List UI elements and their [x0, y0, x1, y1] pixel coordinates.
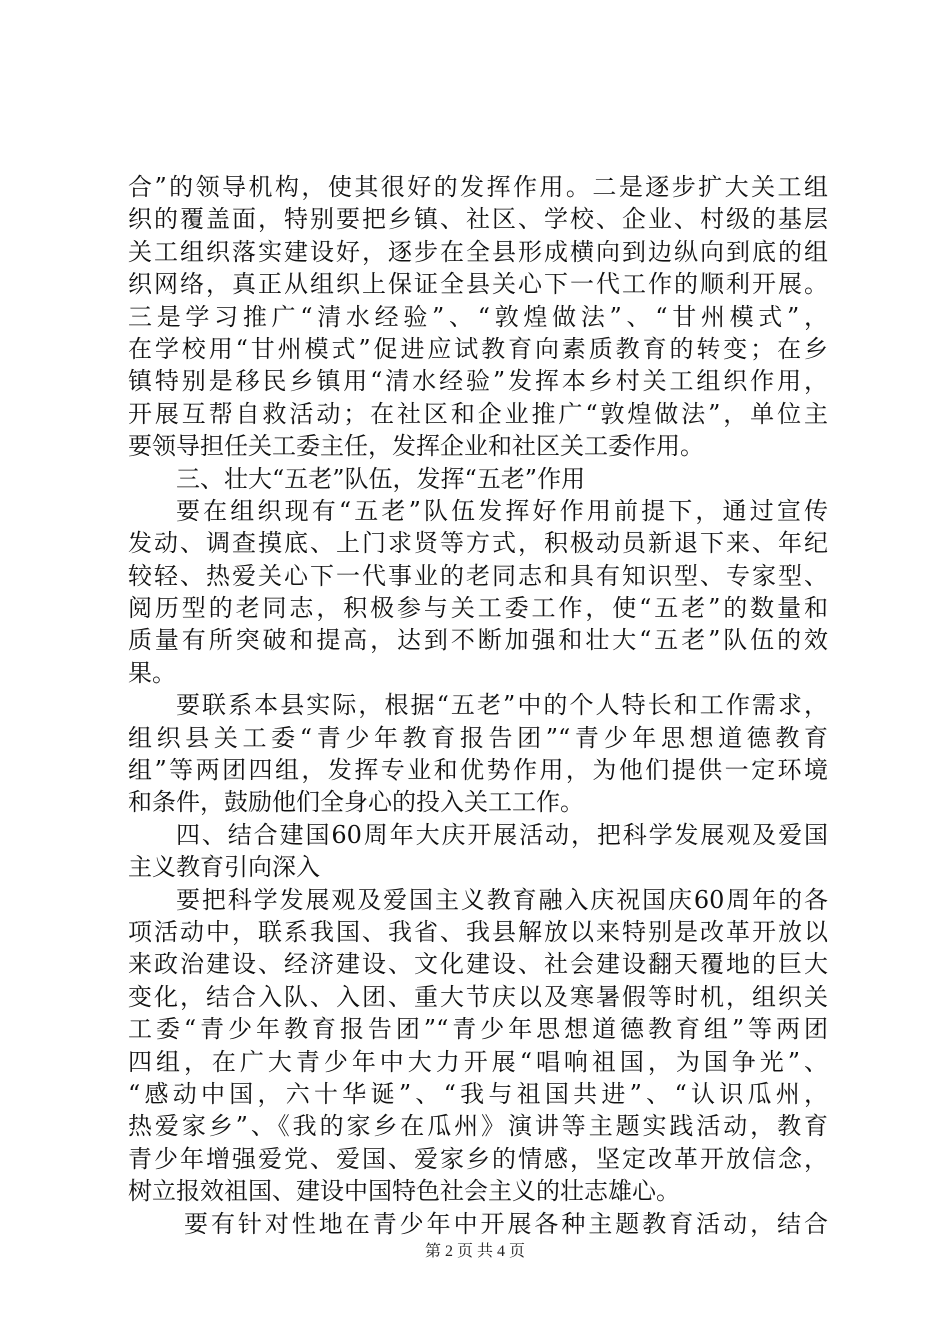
text-line: 织网络，真正从组织上保证全县关心下一代工作的顺利开展。 — [128, 270, 828, 299]
text-line: 热爱家乡”、《我的家乡在瓜州》演讲等主题实践活动，教育 — [128, 1112, 828, 1141]
text-line: 要把科学发展观及爱国主义教育融入庆祝国庆60周年的各 — [176, 885, 828, 914]
text-line: 要有针对性地在青少年中开展各种主题教育活动，结合 — [184, 1209, 828, 1238]
text-line: 要领导担任关工委主任，发挥企业和社区关工委作用。 — [128, 432, 704, 461]
text-line: “感动中国，六十华诞”、“我与祖国共进”、“认识瓜州， — [128, 1079, 828, 1108]
text-line: 阅历型的老同志，积极参与关工委工作，使“五老”的数量和 — [128, 594, 828, 623]
text-line: 来政治建设、经济建设、文化建设、社会建设翻天覆地的巨大 — [128, 950, 828, 979]
text-line: 和条件，鼓励他们全身心的投入关工工作。 — [128, 788, 584, 817]
page-footer — [0, 1242, 950, 1262]
text-line: 项活动中，联系我国、我省、我县解放以来特别是改革开放以 — [128, 917, 828, 946]
text-line: 树立报效祖国、建设中国特色社会主义的壮志雄心。 — [128, 1177, 680, 1206]
text-line: 发动、调查摸底、上门求贤等方式，积极动员新退下来、年纪 — [128, 529, 828, 558]
text-line: 要联系本县实际，根据“五老”中的个人特长和工作需求， — [176, 691, 828, 720]
text-line: 四组，在广大青少年中大力开展“唱响祖国，为国争光”、 — [128, 1047, 828, 1076]
text-line: 质量有所突破和提高，达到不断加强和壮大“五老”队伍的效 — [128, 626, 828, 655]
text-line: 变化，结合入队、入团、重大节庆以及寒暑假等时机，组织关 — [128, 982, 828, 1011]
text-line: 三是学习推广“清水经验”、“敦煌做法”、“甘州模式”， — [128, 302, 828, 331]
text-line: 果。 — [128, 658, 176, 687]
text-line: 组”等两团四组，发挥专业和优势作用，为他们提供一定环境 — [128, 756, 828, 785]
section-heading: 主义教育引向深入 — [128, 853, 320, 882]
text-line: 组织县关工委“青少年教育报告团”“青少年思想道德教育 — [128, 723, 828, 752]
text-line: 织的覆盖面，特别要把乡镇、社区、学校、企业、村级的基层 — [128, 205, 828, 234]
text-line: 要在组织现有“五老”队伍发挥好作用前提下，通过宣传 — [176, 496, 828, 525]
text-line: 关工组织落实建设好，逐步在全县形成横向到边纵向到底的组 — [128, 237, 828, 266]
text-line: 合”的领导机构，使其很好的发挥作用。二是逐步扩大关工组 — [128, 173, 828, 201]
text-line: 工委“青少年教育报告团”“青少年思想道德教育组”等两团 — [128, 1015, 828, 1044]
document-body — [128, 171, 828, 1240]
text-line: 青少年增强爱党、爱国、爱家乡的情感，坚定改革开放信念， — [128, 1144, 828, 1173]
section-heading: 四、结合建国60周年大庆开展活动，把科学发展观及爱国 — [176, 820, 828, 849]
text-line: 开展互帮自救活动；在社区和企业推广“敦煌做法”，单位主 — [128, 399, 828, 428]
text-line: 在学校用“甘州模式”促进应试教育向素质教育的转变；在乡 — [128, 334, 828, 363]
text-line: 较轻、热爱关心下一代事业的老同志和具有知识型、专家型、 — [128, 561, 828, 590]
text-line: 镇特别是移民乡镇用“清水经验”发挥本乡村关工组织作用， — [128, 367, 828, 396]
page-indicator: 第 2 页 共 4 页 — [424, 1243, 525, 1260]
section-heading: 三、壮大“五老”队伍，发挥“五老”作用 — [176, 464, 586, 493]
